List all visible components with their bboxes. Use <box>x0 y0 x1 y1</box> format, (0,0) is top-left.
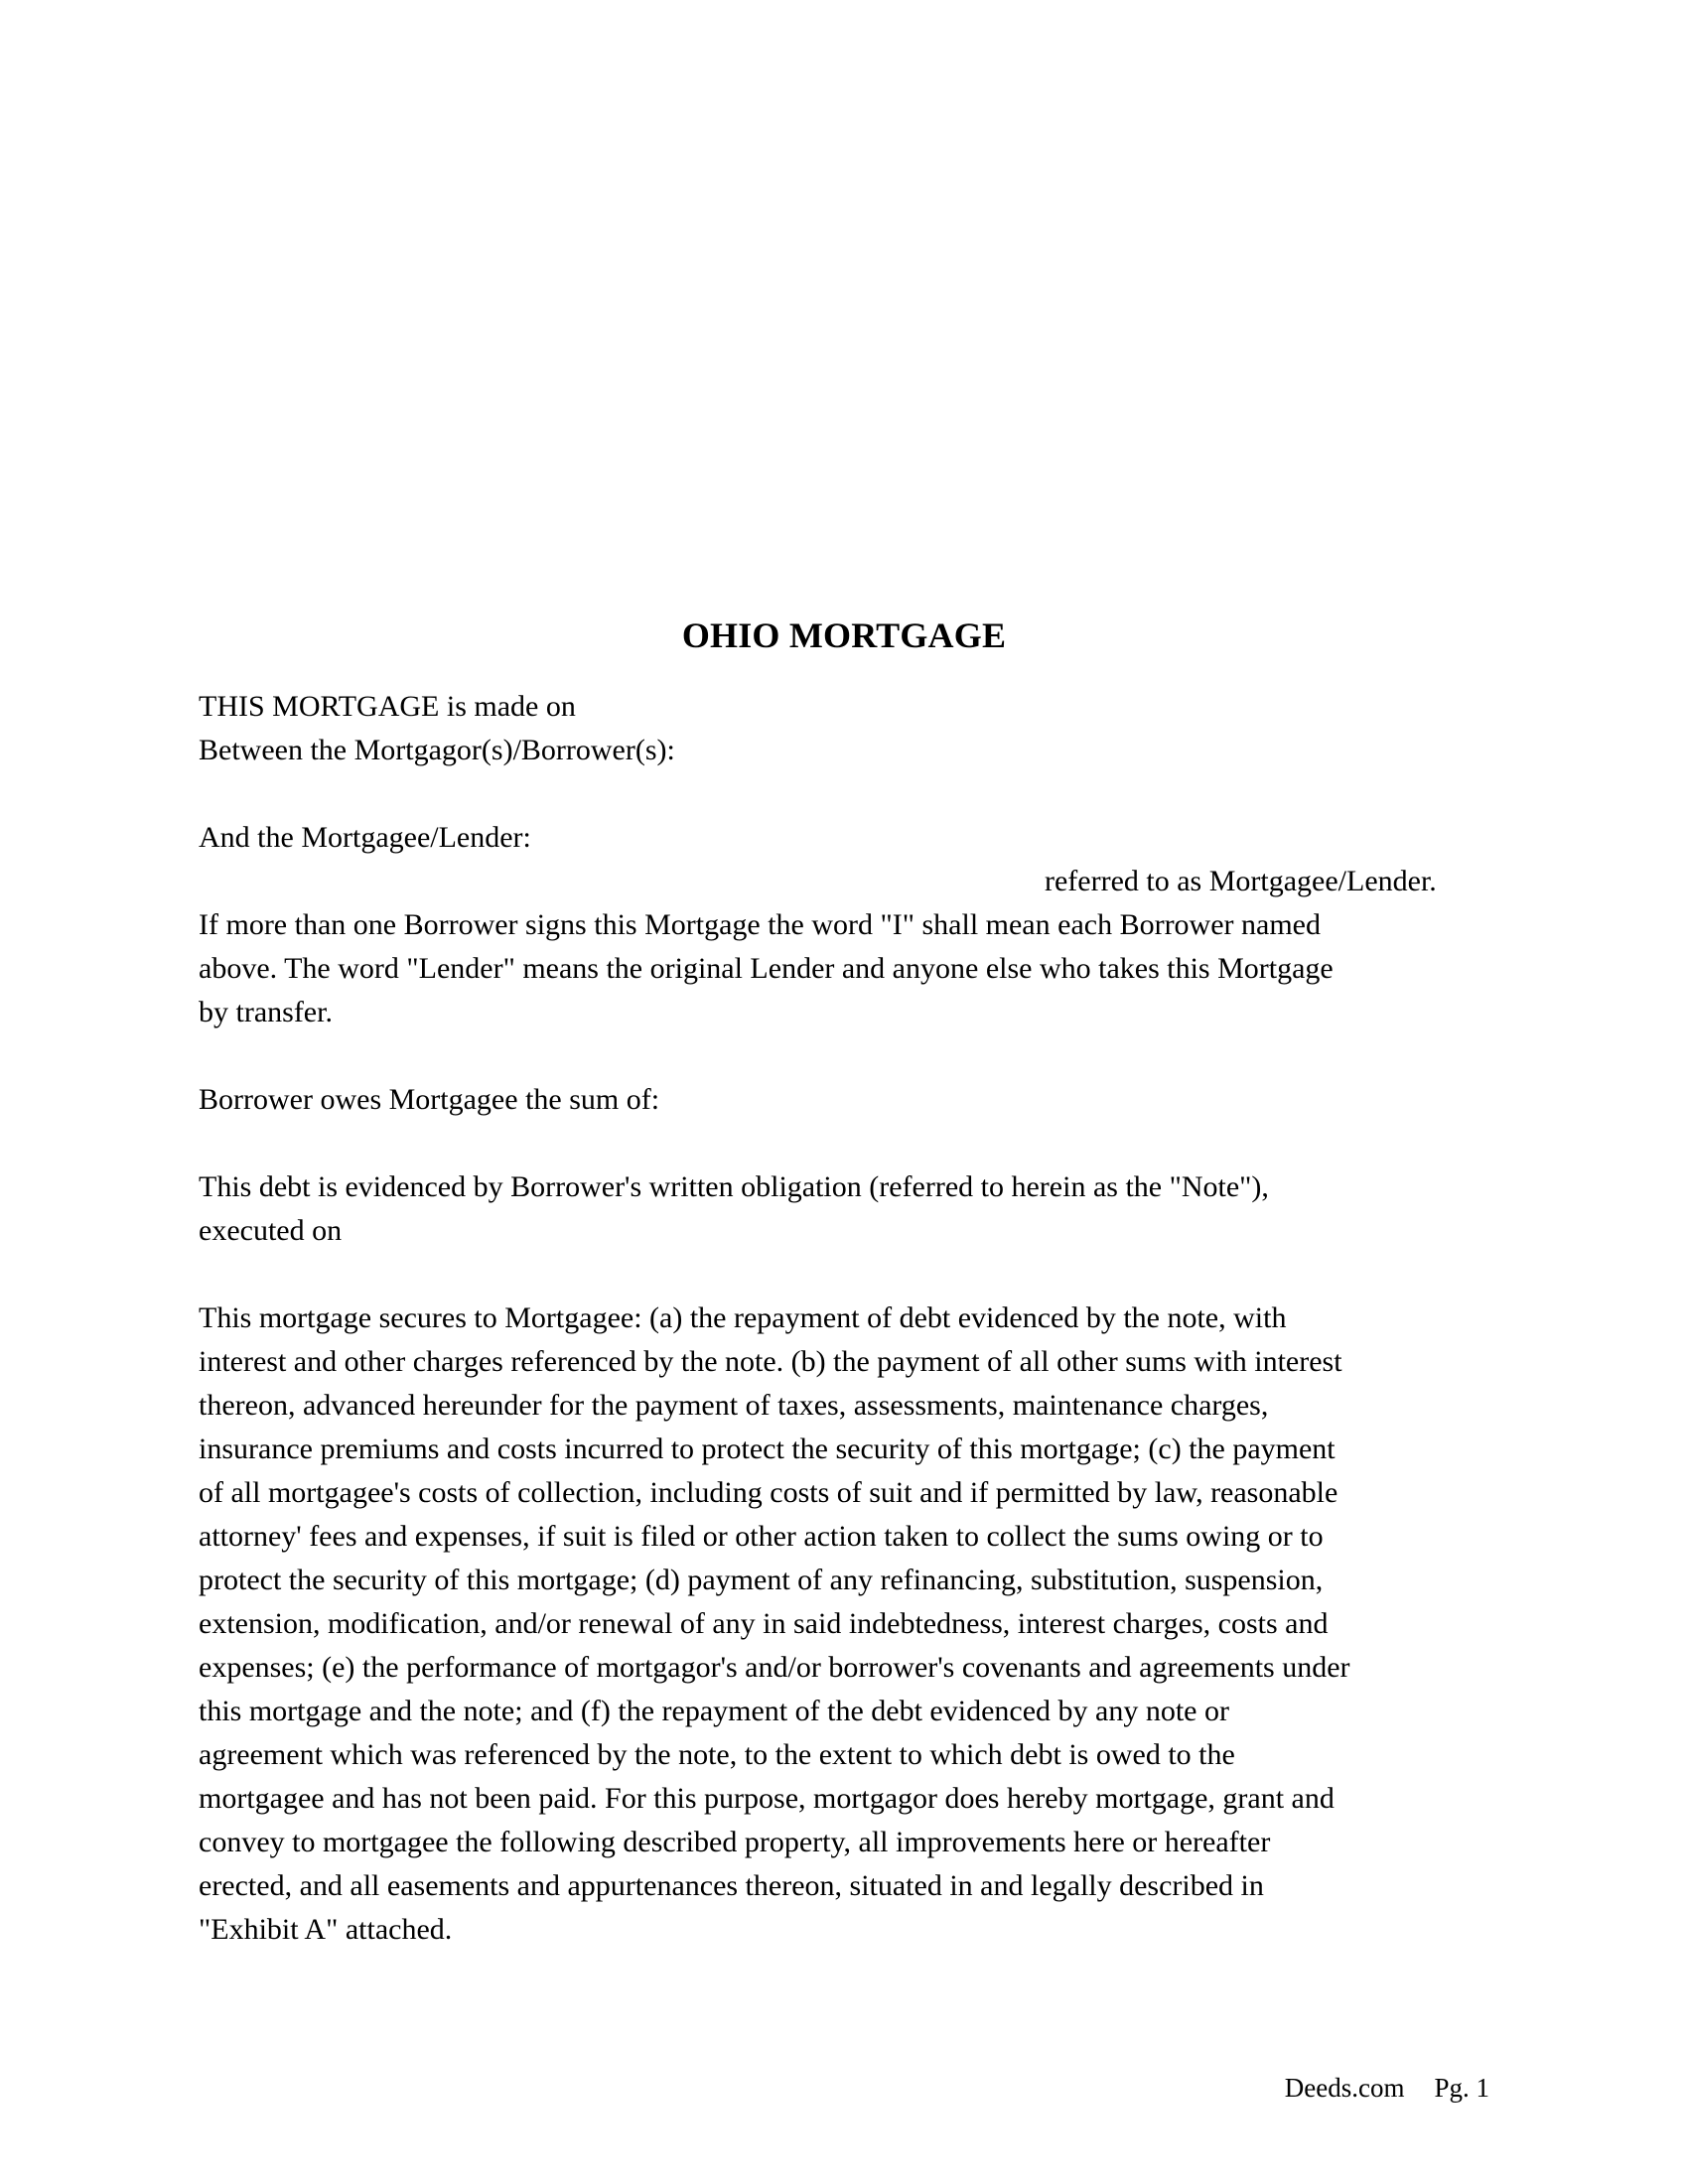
between-borrowers-line: Between the Mortgagor(s)/Borrower(s): <box>199 734 675 766</box>
paragraph-line: expenses; (e) the performance of mortgagor's and/or borrower's covenants and agreements under <box>199 1651 1350 1684</box>
lender-definition-line: by transfer. <box>199 996 333 1028</box>
referred-to-line: referred to as Mortgagee/Lender. <box>1045 865 1437 897</box>
paragraph-line: convey to mortgagee the following described property, all improvements here or hereafter <box>199 1826 1271 1858</box>
paragraph-line: insurance premiums and costs incurred to protect the security of this mortgage; (c) the payment <box>199 1433 1336 1465</box>
sum-owed-line: Borrower owes Mortgagee the sum of: <box>199 1083 660 1116</box>
lender-block <box>199 816 1489 1034</box>
paragraph-line: attorney' fees and expenses, if suit is filed or other action taken to collect the sums owing or to <box>199 1520 1324 1553</box>
document-title: OHIO MORTGAGE <box>681 615 1007 655</box>
paragraph-line: This mortgage secures to Mortgagee: (a) the repayment of debt evidenced by the note, with <box>199 1301 1287 1334</box>
paragraph-line: thereon, advanced hereunder for the payment of taxes, assessments, maintenance charges, <box>199 1389 1269 1422</box>
page-footer <box>1285 2071 1489 2105</box>
note-block <box>199 1165 1489 1253</box>
secures-paragraph <box>199 1297 1489 1952</box>
paragraph-line: erected, and all easements and appurtenances thereon, situated in and legally described in <box>199 1869 1264 1902</box>
made-on-line: THIS MORTGAGE is made on <box>199 690 576 723</box>
note-line: executed on <box>199 1214 343 1247</box>
lender-definition-line: above. The word "Lender" means the original Lender and anyone else who takes this Mortgage <box>199 952 1334 985</box>
lender-label-line: And the Mortgagee/Lender: <box>199 821 531 854</box>
paragraph-line: protect the security of this mortgage; (d) payment of any refinancing, substitution, suspension, <box>199 1564 1324 1596</box>
paragraph-line: this mortgage and the note; and (f) the repayment of the debt evidenced by any note or <box>199 1695 1229 1727</box>
lender-definition-line: If more than one Borrower signs this Mortgage the word "I" shall mean each Borrower named <box>199 908 1321 941</box>
paragraph-line: of all mortgagee's costs of collection, including costs of suit and if permitted by law, reasonable <box>199 1476 1338 1509</box>
footer-site: Deeds.com <box>1284 2073 1405 2103</box>
paragraph-line: extension, modification, and/or renewal of any in said indebtedness, interest charges, costs and <box>199 1607 1329 1640</box>
paragraph-line: mortgagee and has not been paid. For this purpose, mortgagor does hereby mortgage, grant and <box>199 1782 1335 1815</box>
note-line: This debt is evidenced by Borrower's written obligation (referred to herein as the "Note"), <box>199 1170 1269 1203</box>
paragraph-line: agreement which was referenced by the note, to the extent to which debt is owed to the <box>199 1738 1235 1771</box>
paragraph-line: "Exhibit A" attached. <box>199 1913 453 1946</box>
intro-block <box>199 685 1489 772</box>
page-number: Pg. 1 <box>1434 2073 1489 2103</box>
paragraph-line: interest and other charges referenced by the note. (b) the payment of all other sums with interest <box>199 1345 1342 1378</box>
sum-owed-block <box>199 1078 1489 1122</box>
